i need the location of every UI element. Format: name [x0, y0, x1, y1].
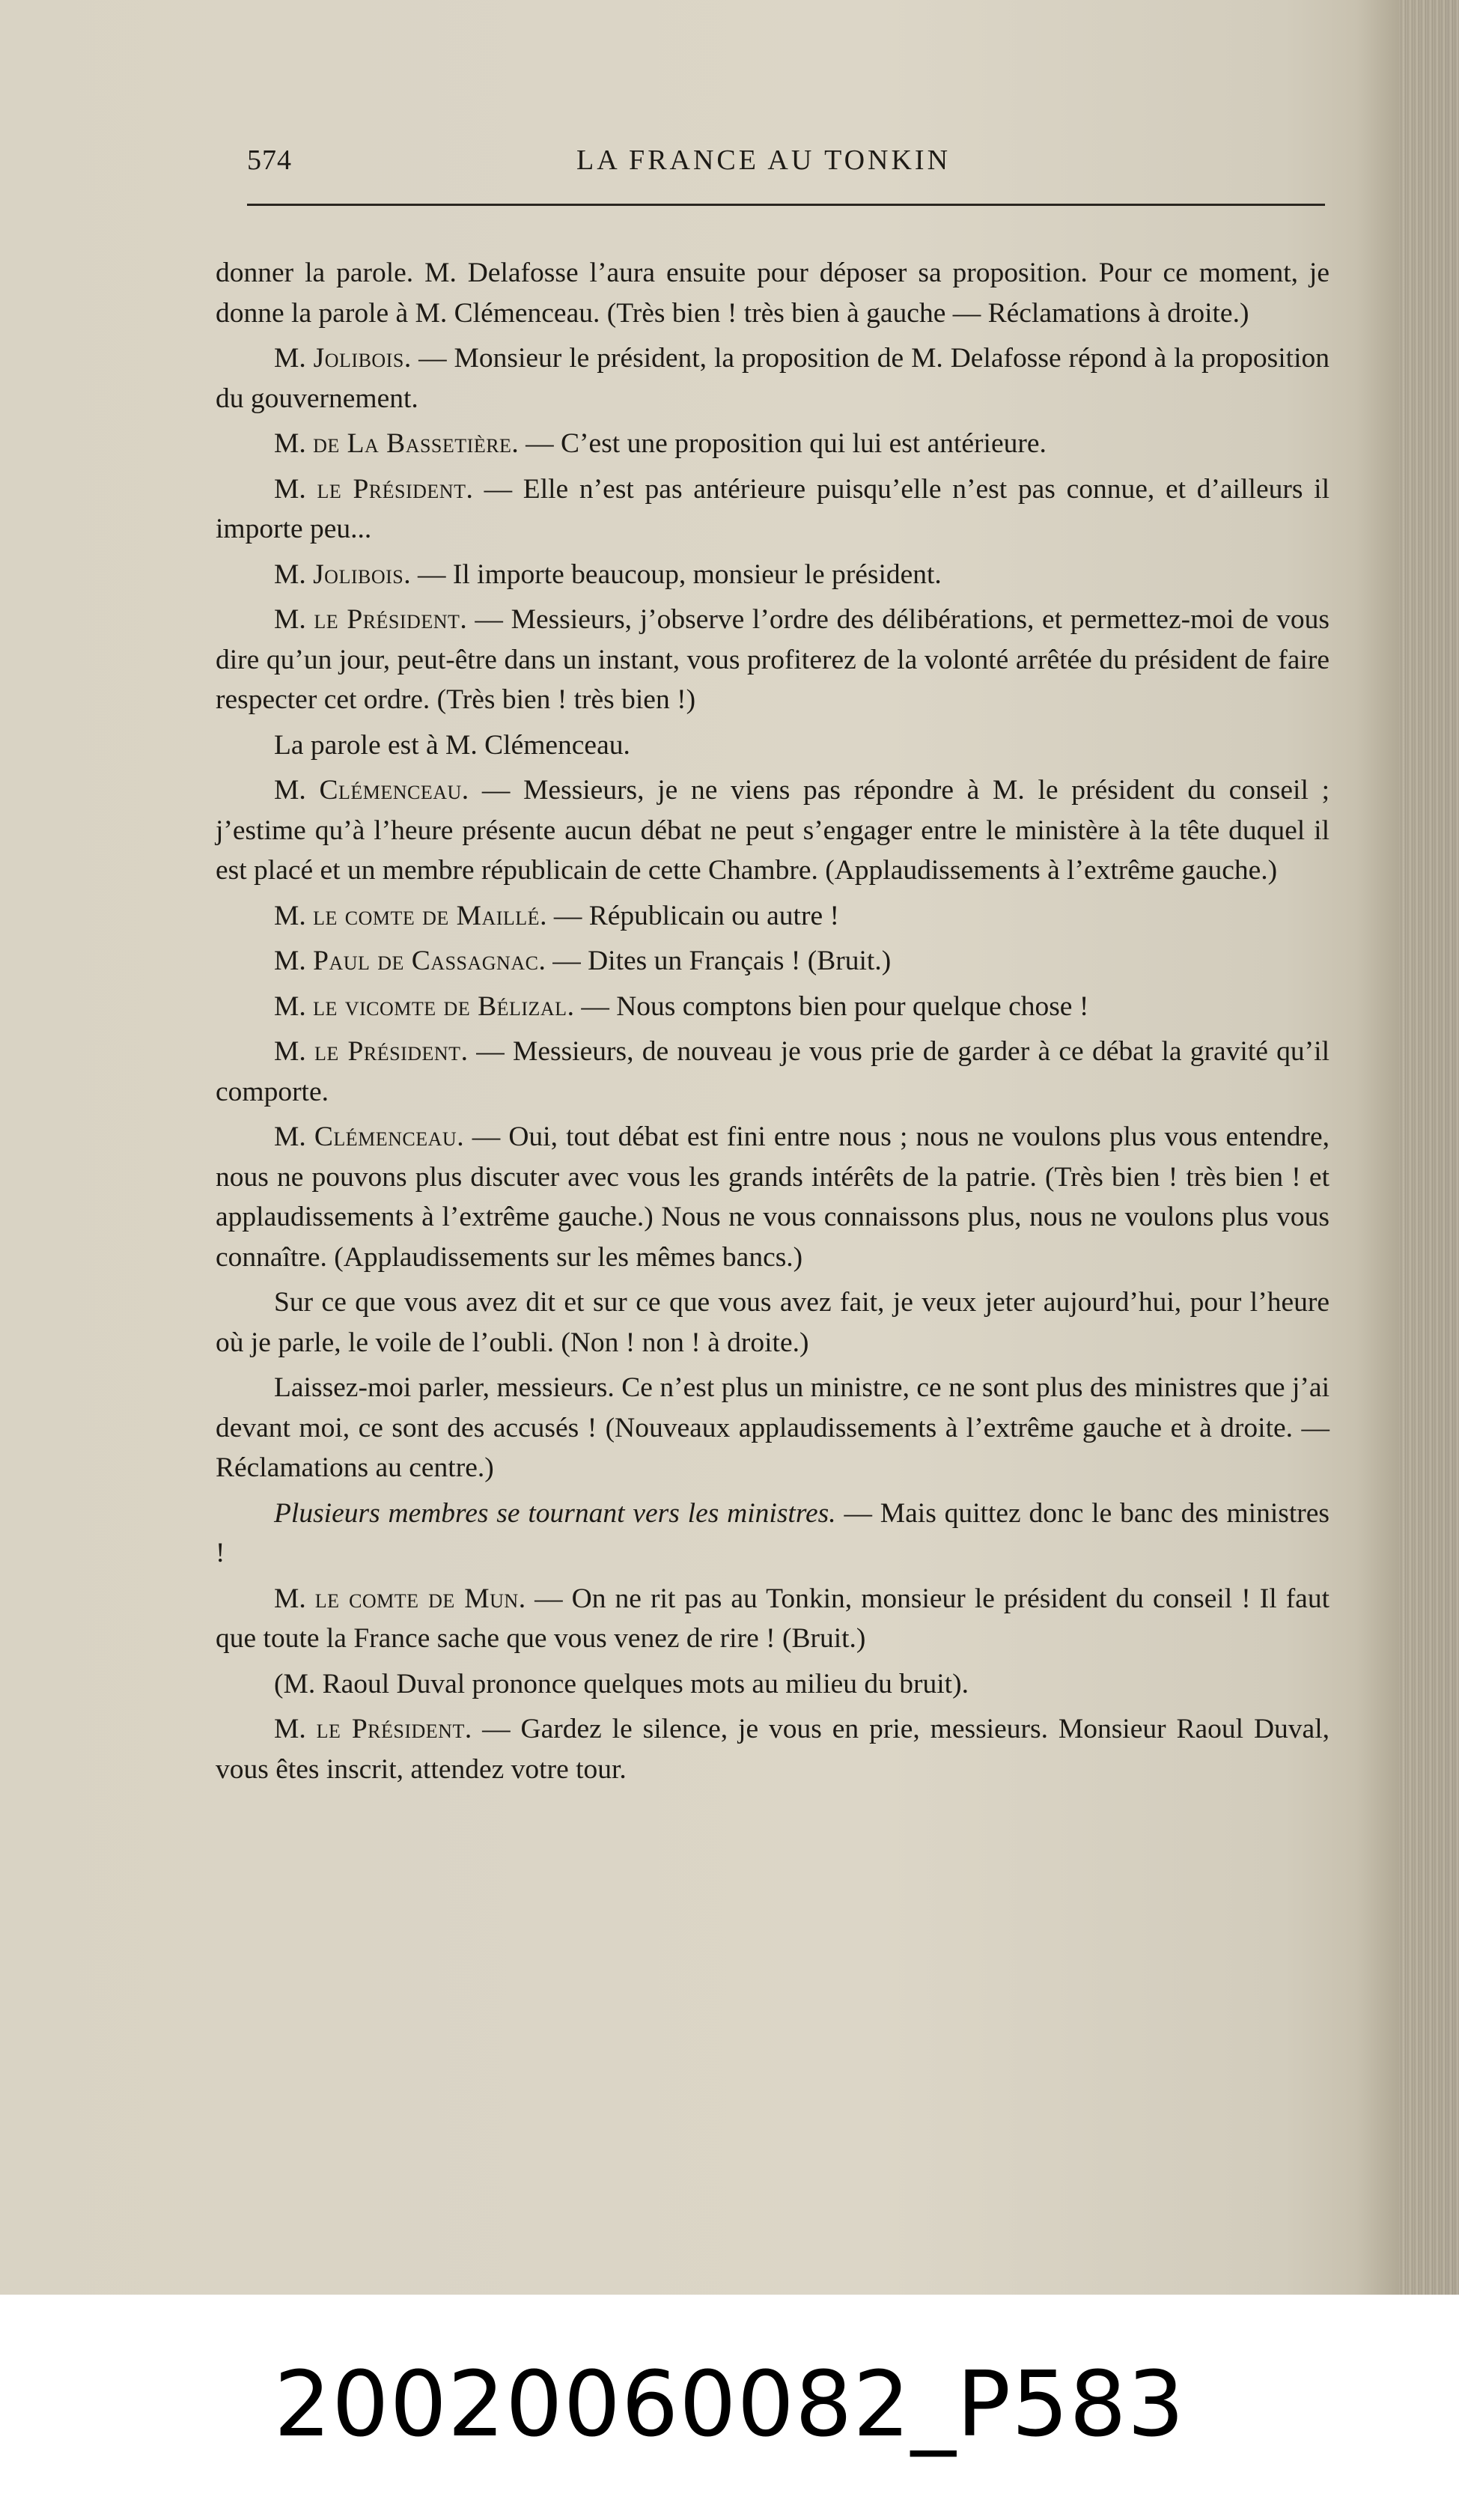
book-page-edge	[1399, 0, 1459, 2295]
speaker-name: Clémenceau	[314, 1121, 457, 1152]
paragraph	[216, 1117, 1329, 1277]
speaker-name: le comte de Maillé	[313, 900, 540, 931]
paragraph	[216, 253, 1329, 333]
speaker-name: Paul de Cassagnac	[313, 946, 539, 976]
paragraph-text: La parole est à M. Clémenceau.	[274, 729, 630, 761]
paragraph	[216, 896, 1329, 937]
paragraph-text: . — Dites un Français ! (Bruit.)	[538, 946, 892, 976]
paragraph-text: M.	[274, 428, 314, 459]
speaker-name: le Président	[317, 473, 466, 505]
paragraph-text: . — Il importe beaucoup, monsieur le président.	[403, 559, 942, 590]
paragraph-text: M.	[274, 775, 320, 806]
paragraph	[216, 600, 1329, 720]
paragraph	[216, 469, 1329, 550]
paragraph	[216, 1494, 1329, 1574]
speaker-name: de La Bassetière	[313, 428, 512, 459]
paragraph-text: M.	[274, 1036, 314, 1067]
paragraph-text: . — Monsieur le président, la proposition de M. Delafosse répond à la proposition du gouvernement.	[216, 343, 1329, 414]
paragraph-text: M.	[274, 559, 314, 590]
paragraph-text: . — Oui, tout débat est fini entre nous ; nous ne voulons plus vous entendre, nous ne pouvons plus discuter avec vous les grands intérêts de la patrie. (Très bien ! très bien ! et applaudissements à l’extrême gauche.) Nous ne vous connaissons plus, nous ne voulons plus vous connaître. (Applaudissements sur les mêmes bancs.)	[216, 1121, 1329, 1273]
speaker-name: Clémenceau	[319, 775, 462, 806]
paragraph-text: M.	[274, 1714, 317, 1744]
speaker-name: le Président	[314, 1036, 461, 1067]
paragraph-text: M.	[274, 946, 314, 976]
paragraph	[216, 424, 1329, 464]
paragraph-text: M.	[274, 990, 314, 1022]
header-rule	[247, 204, 1325, 206]
paragraph-text: Laissez-moi parler, messieurs. Ce n’est plus un ministre, ce ne sont plus des ministres que j’ai devant moi, ce sont des accusés ! (Nouveaux applaudissements à l’extrême gauche et à droite. — Réclamations au centre.)	[216, 1372, 1329, 1483]
paragraph-text: M.	[274, 343, 314, 374]
paragraph	[216, 1709, 1329, 1789]
paragraph	[216, 770, 1329, 891]
paragraph	[216, 1368, 1329, 1488]
paragraph	[216, 987, 1329, 1027]
paragraph-text: . — Messieurs, je ne viens pas répondre à M. le président du conseil ; j’estime qu’à l’heure présente aucun débat ne peut s’engager entre le ministère à la tête duquel il est placé et un membre républicain de cette Chambre. (Applaudissements à l’extrême gauche.)	[216, 775, 1329, 886]
paragraph-text: . — Messieurs, de nouveau je vous prie de garder à ce débat la gravité qu’il comporte.	[216, 1036, 1329, 1107]
paragraph-text: M.	[274, 1583, 315, 1614]
paragraph-text: M.	[274, 473, 317, 505]
paragraph-text: (M. Raoul Duval prononce quelques mots au milieu du bruit).	[274, 1668, 969, 1699]
speaker-name: Jolibois	[313, 559, 404, 590]
paragraph-text: M.	[274, 900, 314, 931]
paragraph-text: . — Messieurs, j’observe l’ordre des délibérations, et permettez-moi de vous dire qu’un jour, peut-être dans un instant, vous profiterez de la volonté arrêtée du président de faire respecter cet ordre. (Très bien ! très bien !)	[216, 604, 1330, 715]
speaker-name: Jolibois	[313, 343, 404, 374]
paragraph	[216, 338, 1329, 419]
scan-identifier: 20020060082_P583	[273, 2353, 1186, 2457]
paragraph	[216, 1579, 1329, 1659]
italic-text: Plusieurs membres se tournant vers les ministres.	[274, 1497, 836, 1529]
paragraph-text: . — Gardez le silence, je vous en prie, messieurs. Monsieur Raoul Duval, vous êtes inscrit, attendez votre tour.	[216, 1714, 1330, 1785]
paragraph	[216, 725, 1329, 766]
paragraph	[216, 1282, 1329, 1363]
running-title: LA FRANCE AU TONKIN	[576, 144, 951, 176]
paragraph-text: . — Nous comptons bien pour quelque chose !	[567, 990, 1089, 1022]
footer	[0, 2295, 1459, 2520]
running-head	[247, 144, 1325, 189]
text-body	[216, 253, 1329, 1789]
page-number: 574	[247, 144, 292, 176]
paragraph-text: . — On ne rit pas au Tonkin, monsieur le président du conseil ! Il faut que toute la France sache que vous venez de rire ! (Bruit.)	[216, 1583, 1329, 1654]
paragraph-text: Sur ce que vous avez dit et sur ce que vous avez fait, je veux jeter aujourd’hui, pour l’heure où je parle, le voile de l’oubli. (Non ! non ! à droite.)	[216, 1287, 1329, 1358]
paragraph	[216, 941, 1329, 981]
paragraph	[216, 1664, 1329, 1705]
paragraph-text: — Mais quittez donc le banc des ministres !	[216, 1497, 1329, 1568]
paragraph	[216, 1032, 1329, 1112]
speaker-name: le comte de Mun	[314, 1583, 519, 1614]
speaker-name: le Président	[316, 1714, 465, 1744]
paragraph-text: M.	[274, 1121, 314, 1152]
speaker-name: le vicomte de Bélizal	[313, 990, 567, 1022]
speaker-name: le Président	[314, 604, 460, 635]
paragraph-text: . — C’est une proposition qui lui est antérieure.	[511, 428, 1047, 459]
paragraph	[216, 555, 1329, 595]
paragraph-text: M.	[274, 604, 314, 635]
paragraph-text: . — Elle n’est pas antérieure puisqu’elle n’est pas connue, et d’ailleurs il importe peu...	[216, 473, 1329, 544]
paragraph-text: donner la parole. M. Delafosse l’aura ensuite pour déposer sa proposition. Pour ce moment, je donne la parole à M. Clémenceau. (Très bien ! très bien à gauche — Réclamations à droite.)	[216, 258, 1329, 329]
paragraph-text: . — Républicain ou autre !	[540, 900, 839, 931]
